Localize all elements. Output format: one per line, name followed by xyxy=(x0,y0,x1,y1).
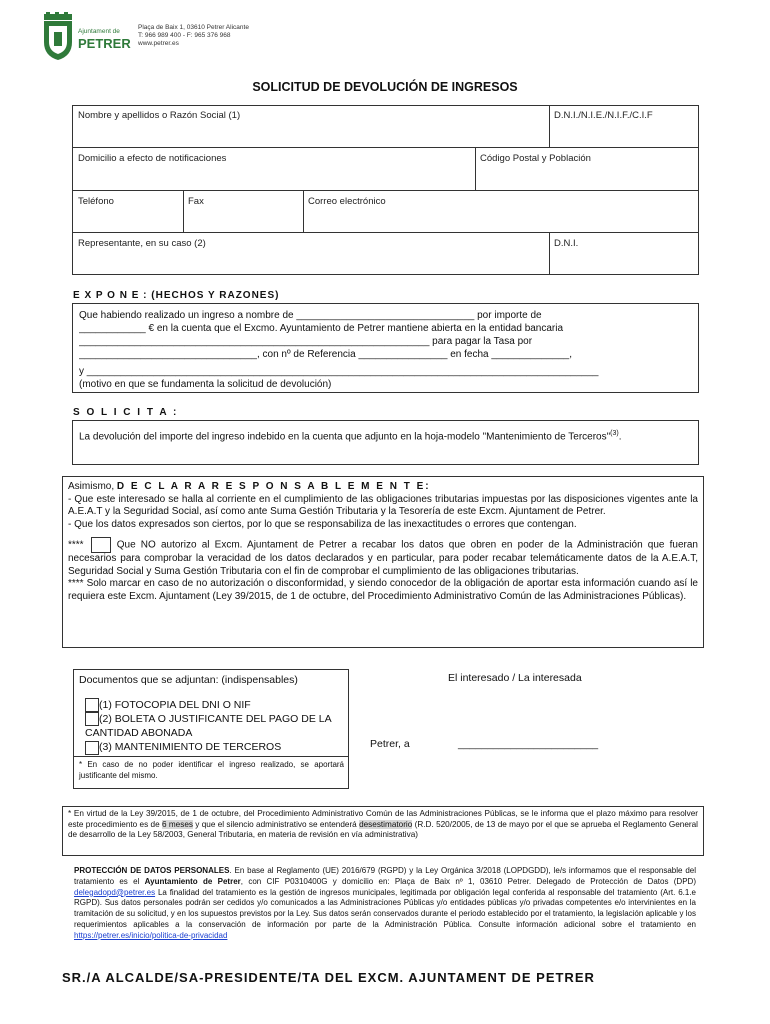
solicita-text: La devolución del importe del ingreso indebido en la cuenta que adjunto en la hoja-modelo "Mantenimiento de Terceros" xyxy=(79,431,611,443)
privacy-heading: PROTECCIÓN DE DATOS PERSONALES xyxy=(74,866,230,875)
law-note-months: 6 meses xyxy=(161,819,193,829)
header-contact xyxy=(138,24,249,48)
expone-line-1: Que habiendo realizado un ingreso a nombre de ________________________________ por importe de xyxy=(79,310,542,321)
documents-heading: Documentos que se adjuntan: (indispensables) xyxy=(79,674,298,686)
petrer-logo xyxy=(40,12,136,62)
expone-line-3: _______________________________________________________________ para pagar la Tasa por xyxy=(79,336,533,347)
place-label: Petrer, a xyxy=(370,738,410,750)
doc-checkbox-1[interactable] xyxy=(85,698,99,712)
solicita-sup: (3) xyxy=(610,430,619,437)
representative-field[interactable]: Representante, en su caso (2) xyxy=(78,238,206,249)
expone-line-2: ____________ € en la cuenta que el Excmo. Ayuntamiento de Petrer mantiene abierta en la entidad bancaria xyxy=(79,323,564,334)
address-field[interactable]: Domicilio a efecto de notificaciones xyxy=(78,153,227,164)
personal-data-form xyxy=(72,105,699,275)
privacy-c: La finalidad del tratamiento es la gestión de ingresos municipales, legitimada por obligación legal conferida al responsable del tratamiento (Art. 6.1.e RGPD). Sus datos personales podrán ser cedidos y/o comunicados a las Administraciones Públicas y/o entidades públicas y/o privadas competentes e/o intervinientes en la tramitación de su solicitud, y en los supuestos previstos por la Ley. Sus datos serán conservados durante el periodo establecido por el tratamiento, la legislación aplicable y los requerimientos aplicables a la conservación de información por parte de la Administración Pública. Consulte información adicional sobre el tratamiento en xyxy=(74,887,696,929)
expone-heading: E X P O N E : (HECHOS Y RAZONES) xyxy=(73,290,280,301)
law-note-silence: desestimatorio xyxy=(359,819,413,829)
law-note-c: (R.D. 520/2005, de 13 de mayo por el que se aprueba el Reglamento General de desarrollo de la Ley 58/2003, General Tributaria, en materia de revisión en vía administrativa) xyxy=(68,819,698,839)
declara-heading: D E C L A R A R E S P O N S A B L E M E N T E: xyxy=(116,481,431,492)
expone-line-4: ________________________________, con nº de Referencia ________________ en fecha ______________, xyxy=(79,349,573,360)
representative-dni-field[interactable]: D.N.I. xyxy=(554,238,579,249)
phone-field[interactable]: Teléfono xyxy=(78,196,114,207)
documents-box xyxy=(73,669,349,789)
privacy-policy-link[interactable]: https://petrer.es/inicio/politica-de-privacidad xyxy=(74,930,228,940)
no-authorize-checkbox[interactable] xyxy=(91,537,111,553)
declara-stars: **** xyxy=(68,539,84,551)
expone-line-5: y ____________________________________________________________________________________________ xyxy=(79,366,599,377)
doc-item-2: (2) BOLETA O JUSTIFICANTE DEL PAGO DE LA CANTIDAD ABONADA xyxy=(85,713,332,740)
declara-p3: Que NO autorizo al Excm. Ajuntament de Petrer a recabar los datos que obren en poder de la Administración que fueran necesarios para comprobar la veracidad de los datos declarados y en particular, para poder recabar telemáticamente datos de la A.E.A.T, Seguridad Social y Suma Gestión Tributaria con el fin de comprobar el cumplimiento de las obligaciones tributarias. xyxy=(68,539,698,577)
doc-checkbox-3[interactable] xyxy=(85,741,99,755)
interested-label: El interesado / La interesada xyxy=(448,672,582,684)
solicita-box: La devolución del importe del ingreso indebido en la cuenta que adjunto en la hoja-modelo "Mantenimiento de Terceros"$^{(3)}$. xyxy=(72,420,699,465)
email-field[interactable]: Correo electrónico xyxy=(308,196,386,207)
addressee-footer: SR./A ALCALDE/SA-PRESIDENTE/TA DEL EXCM. AJUNTAMENT DE PETRER xyxy=(62,970,595,985)
postal-field[interactable]: Código Postal y Población xyxy=(480,153,591,164)
law-note-b: y que el silencio administrativo se entenderá xyxy=(192,819,360,829)
law-note-box xyxy=(62,806,704,856)
page-title: SOLICITUD DE DEVOLUCIÓN DE INGRESOS xyxy=(252,80,518,94)
documents-note: * En caso de no poder identificar el ingreso realizado, se aportará justificante del mismo. xyxy=(79,760,344,780)
name-field[interactable]: Nombre y apellidos o Razón Social (1) xyxy=(78,110,241,121)
doc-item-3: (3) MANTENIMIENTO DE TERCEROS xyxy=(99,741,282,754)
logo-big-text: PETRER xyxy=(78,36,131,51)
privacy-controller: Ayuntamiento de Petrer xyxy=(144,876,241,886)
fax-field[interactable]: Fax xyxy=(188,196,204,207)
declara-p1: - Que este interesado se halla al corriente en el cumplimiento de las obligaciones tributarias impuestas por las disposiciones vigentes ante la A.E.A.T y la Seguridad Social, así como ante Suma Gestión Tributaria y la Tesorería de este Excm. Ajuntament de Petrer. xyxy=(68,493,698,517)
doc-checkbox-2[interactable] xyxy=(85,712,99,726)
expone-line-6: (motivo en que se fundamenta la solicitud de devolución) xyxy=(79,379,332,390)
declara-box xyxy=(62,476,704,648)
privacy-a: . En base al Reglamento (UE) 2016/679 (RGPD) y la Ley Orgánica 3/2018 (LOPDGDD), le/s informamos que el responsable del tratamiento es el xyxy=(74,866,696,886)
header-web: www.petrer.es xyxy=(138,40,179,47)
privacy-b: , con CIF P0310400G y domicilio en: Plaça de Baix nº 1, 03610 Petrer. Delegado de Protección de Datos (DPD) xyxy=(240,876,696,886)
law-note-a: * En virtud de la Ley 39/2015, de 1 de octubre, del Procedimiento Administrativo Común de las Administraciones Públicas, se le informa que el plazo máximo para resolver este procedimiento es de xyxy=(68,809,698,829)
doc-item-1: (1) FOTOCOPIA DEL DNI O NIF xyxy=(99,699,251,711)
date-line[interactable]: ________________________ xyxy=(458,738,599,750)
dpd-email-link[interactable]: delegadopd@petrer.es xyxy=(74,887,156,897)
logo-small-text: Ajuntament de xyxy=(78,28,120,35)
solicita-heading: S O L I C I T A : xyxy=(73,407,179,418)
declara-p2: - Que los datos expresados son ciertos, por lo que se responsabiliza de las inexactitudes o errores que contengan. xyxy=(68,518,577,530)
declara-prefix: Asimismo, xyxy=(68,481,117,492)
declara-p4: **** Solo marcar en caso de no autorización o disconformidad, y siendo conocedor de la obligación de aportar esta información cuando así le requiera este Excm. Ajuntament (Ley 39/2015, de 1 de octubre, del Procedimiento Administrativo Común de las Administraciones Públicas). xyxy=(68,578,698,602)
header-phones: T: 966 989 400 - F: 965 376 968 xyxy=(138,32,231,39)
privacy-notice xyxy=(74,866,696,942)
expone-box[interactable] xyxy=(72,303,699,393)
header-address: Plaça de Baix 1, 03610 Petrer Alicante xyxy=(138,24,249,31)
dni-field[interactable]: D.N.I./N.I.E./N.I.F./C.I.F xyxy=(554,110,653,121)
